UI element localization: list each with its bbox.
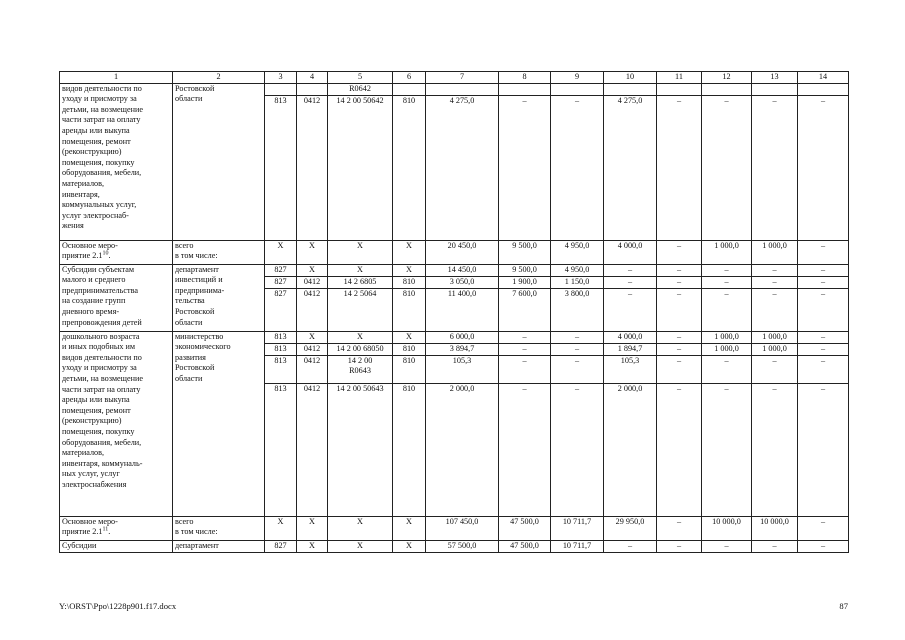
amount-cell: [551, 83, 604, 95]
table-row: [60, 264, 849, 276]
amount-cell: [604, 83, 657, 95]
code-cell: Х: [393, 331, 426, 343]
executor-cell: департамент: [173, 540, 265, 552]
header-cell: 6: [393, 72, 426, 84]
activity-text: дошкольного возраста и иных подобных им видов деятельности по уходу и присмотру за детьми, на возмещение части затрат на оплату аренды или выкупа помещения, ремонт (реконструкцию) помещения, покупку оборудования, мебели, материалов, инвентаря, коммуналь- ных услуг, услуг электроснабжения: [62, 331, 144, 489]
activity-cell: [60, 516, 173, 540]
amount-cell: –: [702, 540, 752, 552]
amount-cell: –: [657, 343, 702, 355]
amount-cell: 1 000,0: [752, 240, 798, 264]
table-row: [60, 83, 849, 95]
amount-cell: 6 000,0: [426, 331, 499, 343]
code-cell: Х: [393, 264, 426, 276]
amount-cell: –: [702, 288, 752, 331]
header-cell: 1: [60, 72, 173, 84]
amount-cell: 4 275,0: [426, 95, 499, 240]
code-cell: 813: [265, 383, 297, 516]
amount-cell: –: [752, 355, 798, 383]
code-cell: Х: [328, 331, 393, 343]
code-cell: Х: [297, 540, 328, 552]
amount-cell: –: [657, 355, 702, 383]
code-cell: 0412: [297, 383, 328, 516]
amount-cell: –: [798, 540, 849, 552]
amount-cell: –: [604, 264, 657, 276]
header-cell: 2: [173, 72, 265, 84]
amount-cell: –: [798, 516, 849, 540]
amount-cell: –: [798, 343, 849, 355]
amount-cell: 1 150,0: [551, 276, 604, 288]
activity-cell: [60, 264, 173, 331]
header-row: [60, 72, 849, 84]
executor-cell: министерство экономического развития Ростовской области: [173, 331, 265, 516]
amount-cell: 10 000,0: [752, 516, 798, 540]
amount-cell: 2 000,0: [604, 383, 657, 516]
header-cell: 10: [604, 72, 657, 84]
code-cell: 827: [265, 264, 297, 276]
activity-text: Основное меро- приятие 2.1: [62, 516, 118, 537]
amount-cell: –: [657, 264, 702, 276]
amount-cell: –: [702, 383, 752, 516]
amount-cell: [702, 83, 752, 95]
code-cell: 810: [393, 288, 426, 331]
code-cell: [297, 83, 328, 95]
page-number: 87: [839, 601, 848, 611]
code-cell: Х: [265, 516, 297, 540]
amount-cell: –: [499, 331, 551, 343]
activity-cell: [60, 331, 173, 516]
amount-cell: –: [657, 95, 702, 240]
amount-cell: –: [752, 276, 798, 288]
amount-cell: –: [604, 276, 657, 288]
amount-cell: –: [702, 276, 752, 288]
code-cell: Х: [265, 240, 297, 264]
amount-cell: 3 050,0: [426, 276, 499, 288]
amount-cell: –: [657, 540, 702, 552]
amount-cell: 29 950,0: [604, 516, 657, 540]
amount-cell: –: [499, 383, 551, 516]
amount-cell: 1 000,0: [702, 240, 752, 264]
amount-cell: 1 000,0: [752, 343, 798, 355]
code-cell: 810: [393, 355, 426, 383]
code-cell: 14 2 00 68050: [328, 343, 393, 355]
header-cell: 12: [702, 72, 752, 84]
code-cell: 0412: [297, 355, 328, 383]
executor-cell: всего в том числе:: [173, 516, 265, 540]
amount-cell: 9 500,0: [499, 264, 551, 276]
amount-cell: –: [752, 383, 798, 516]
code-cell: 813: [265, 331, 297, 343]
amount-cell: 14 450,0: [426, 264, 499, 276]
executor-cell: всего в том числе:: [173, 240, 265, 264]
code-cell: Х: [393, 240, 426, 264]
code-cell: 14 2 6805: [328, 276, 393, 288]
amount-cell: 1 894,7: [604, 343, 657, 355]
code-cell: 810: [393, 276, 426, 288]
code-cell: 0412: [297, 276, 328, 288]
amount-cell: 10 711,7: [551, 516, 604, 540]
code-cell: 14 2 00 50642: [328, 95, 393, 240]
code-cell: R0642: [328, 83, 393, 95]
amount-cell: –: [499, 95, 551, 240]
activity-cell: [60, 83, 173, 240]
amount-cell: 1 000,0: [702, 343, 752, 355]
amount-cell: –: [702, 95, 752, 240]
amount-cell: –: [499, 355, 551, 383]
amount-cell: 47 500,0: [499, 516, 551, 540]
activity-cell: [60, 540, 173, 552]
footnote-ref: 10: [102, 250, 109, 257]
amount-cell: [752, 83, 798, 95]
code-cell: 813: [265, 95, 297, 240]
amount-cell: –: [604, 288, 657, 331]
amount-cell: –: [551, 331, 604, 343]
code-cell: Х: [393, 540, 426, 552]
amount-cell: –: [798, 331, 849, 343]
code-cell: [265, 83, 297, 95]
amount-cell: 4 000,0: [604, 240, 657, 264]
code-cell: 14 2 00 50643: [328, 383, 393, 516]
header-cell: 11: [657, 72, 702, 84]
header-cell: 7: [426, 72, 499, 84]
amount-cell: –: [752, 288, 798, 331]
header-cell: 13: [752, 72, 798, 84]
footer-file-path: Y:\ORST\Ppo\1228p901.f17.docx: [59, 601, 177, 611]
amount-cell: –: [551, 95, 604, 240]
code-cell: Х: [297, 516, 328, 540]
table-row: [60, 240, 849, 264]
amount-cell: –: [752, 264, 798, 276]
amount-cell: 1 900,0: [499, 276, 551, 288]
amount-cell: –: [798, 383, 849, 516]
code-cell: 0412: [297, 95, 328, 240]
activity-text: Субсидии: [62, 540, 97, 550]
amount-cell: 4 000,0: [604, 331, 657, 343]
amount-cell: –: [657, 276, 702, 288]
activity-text: Основное меро- приятие 2.1: [62, 240, 118, 261]
amount-cell: 10 000,0: [702, 516, 752, 540]
header-cell: 8: [499, 72, 551, 84]
amount-cell: –: [657, 331, 702, 343]
code-cell: Х: [297, 264, 328, 276]
amount-cell: 107 450,0: [426, 516, 499, 540]
amount-cell: 4 950,0: [551, 240, 604, 264]
header-cell: 4: [297, 72, 328, 84]
amount-cell: 2 000,0: [426, 383, 499, 516]
amount-cell: 105,3: [604, 355, 657, 383]
amount-cell: 4 275,0: [604, 95, 657, 240]
amount-cell: 105,3: [426, 355, 499, 383]
amount-cell: –: [551, 343, 604, 355]
amount-cell: –: [798, 240, 849, 264]
activity-text-end: .: [108, 251, 111, 261]
amount-cell: –: [657, 516, 702, 540]
code-cell: Х: [393, 516, 426, 540]
code-cell: 813: [265, 355, 297, 383]
code-cell: 14 2 5064: [328, 288, 393, 331]
amount-cell: –: [752, 540, 798, 552]
amount-cell: 10 711,7: [551, 540, 604, 552]
code-cell: 827: [265, 540, 297, 552]
footnote-ref: 11: [102, 526, 109, 533]
amount-cell: 11 400,0: [426, 288, 499, 331]
executor-cell: Ростовской области: [173, 83, 265, 240]
code-cell: 0412: [297, 343, 328, 355]
activity-text: видов деятельности по уходу и присмотру за детьми, на возмещение части затрат на оплату аренды или выкупа помещения, ремонт (реконструкцию) помещения, покупку оборудования, мебели, материалов, инвентаря, коммунальных услуг, услуг электроснаб- жения: [62, 83, 144, 231]
amount-cell: 7 600,0: [499, 288, 551, 331]
amount-cell: –: [798, 276, 849, 288]
amount-cell: 1 000,0: [702, 331, 752, 343]
amount-cell: –: [657, 383, 702, 516]
amount-cell: 57 500,0: [426, 540, 499, 552]
amount-cell: –: [798, 264, 849, 276]
code-cell: [393, 83, 426, 95]
amount-cell: –: [702, 264, 752, 276]
header-cell: 5: [328, 72, 393, 84]
activity-cell: [60, 240, 173, 264]
activity-text-end: .: [108, 527, 111, 537]
table-row: [60, 540, 849, 552]
executor-cell: департамент инвестиций и предпринима- тельства Ростовской области: [173, 264, 265, 331]
code-cell: Х: [297, 331, 328, 343]
amount-cell: 3 894,7: [426, 343, 499, 355]
code-cell: 810: [393, 383, 426, 516]
header-cell: 3: [265, 72, 297, 84]
code-cell: 0412: [297, 288, 328, 331]
amount-cell: 3 800,0: [551, 288, 604, 331]
amount-cell: [657, 83, 702, 95]
amount-cell: [798, 83, 849, 95]
code-cell: Х: [328, 516, 393, 540]
amount-cell: –: [752, 95, 798, 240]
amount-cell: –: [657, 240, 702, 264]
header-cell: 9: [551, 72, 604, 84]
code-cell: 827: [265, 288, 297, 331]
amount-cell: –: [798, 288, 849, 331]
table-row: [60, 331, 849, 343]
code-cell: 810: [393, 343, 426, 355]
amount-cell: –: [499, 343, 551, 355]
code-cell: 827: [265, 276, 297, 288]
table-row: [60, 516, 849, 540]
amount-cell: 9 500,0: [499, 240, 551, 264]
amount-cell: 4 950,0: [551, 264, 604, 276]
amount-cell: –: [702, 355, 752, 383]
header-cell: 14: [798, 72, 849, 84]
code-cell: 14 2 00 R0643: [328, 355, 393, 383]
amount-cell: –: [798, 355, 849, 383]
amount-cell: 1 000,0: [752, 331, 798, 343]
code-cell: Х: [328, 264, 393, 276]
activity-text: Субсидии субъектам малого и среднего предпринимательства на создание групп дневного время- препровождения детей: [62, 264, 142, 327]
code-cell: 813: [265, 343, 297, 355]
amount-cell: –: [604, 540, 657, 552]
code-cell: Х: [297, 240, 328, 264]
amount-cell: –: [657, 288, 702, 331]
code-cell: 810: [393, 95, 426, 240]
code-cell: Х: [328, 240, 393, 264]
amount-cell: [426, 83, 499, 95]
amount-cell: –: [551, 355, 604, 383]
amount-cell: 47 500,0: [499, 540, 551, 552]
amount-cell: –: [798, 95, 849, 240]
code-cell: Х: [328, 540, 393, 552]
amount-cell: 20 450,0: [426, 240, 499, 264]
amount-cell: –: [551, 383, 604, 516]
budget-table: [59, 71, 849, 553]
amount-cell: [499, 83, 551, 95]
